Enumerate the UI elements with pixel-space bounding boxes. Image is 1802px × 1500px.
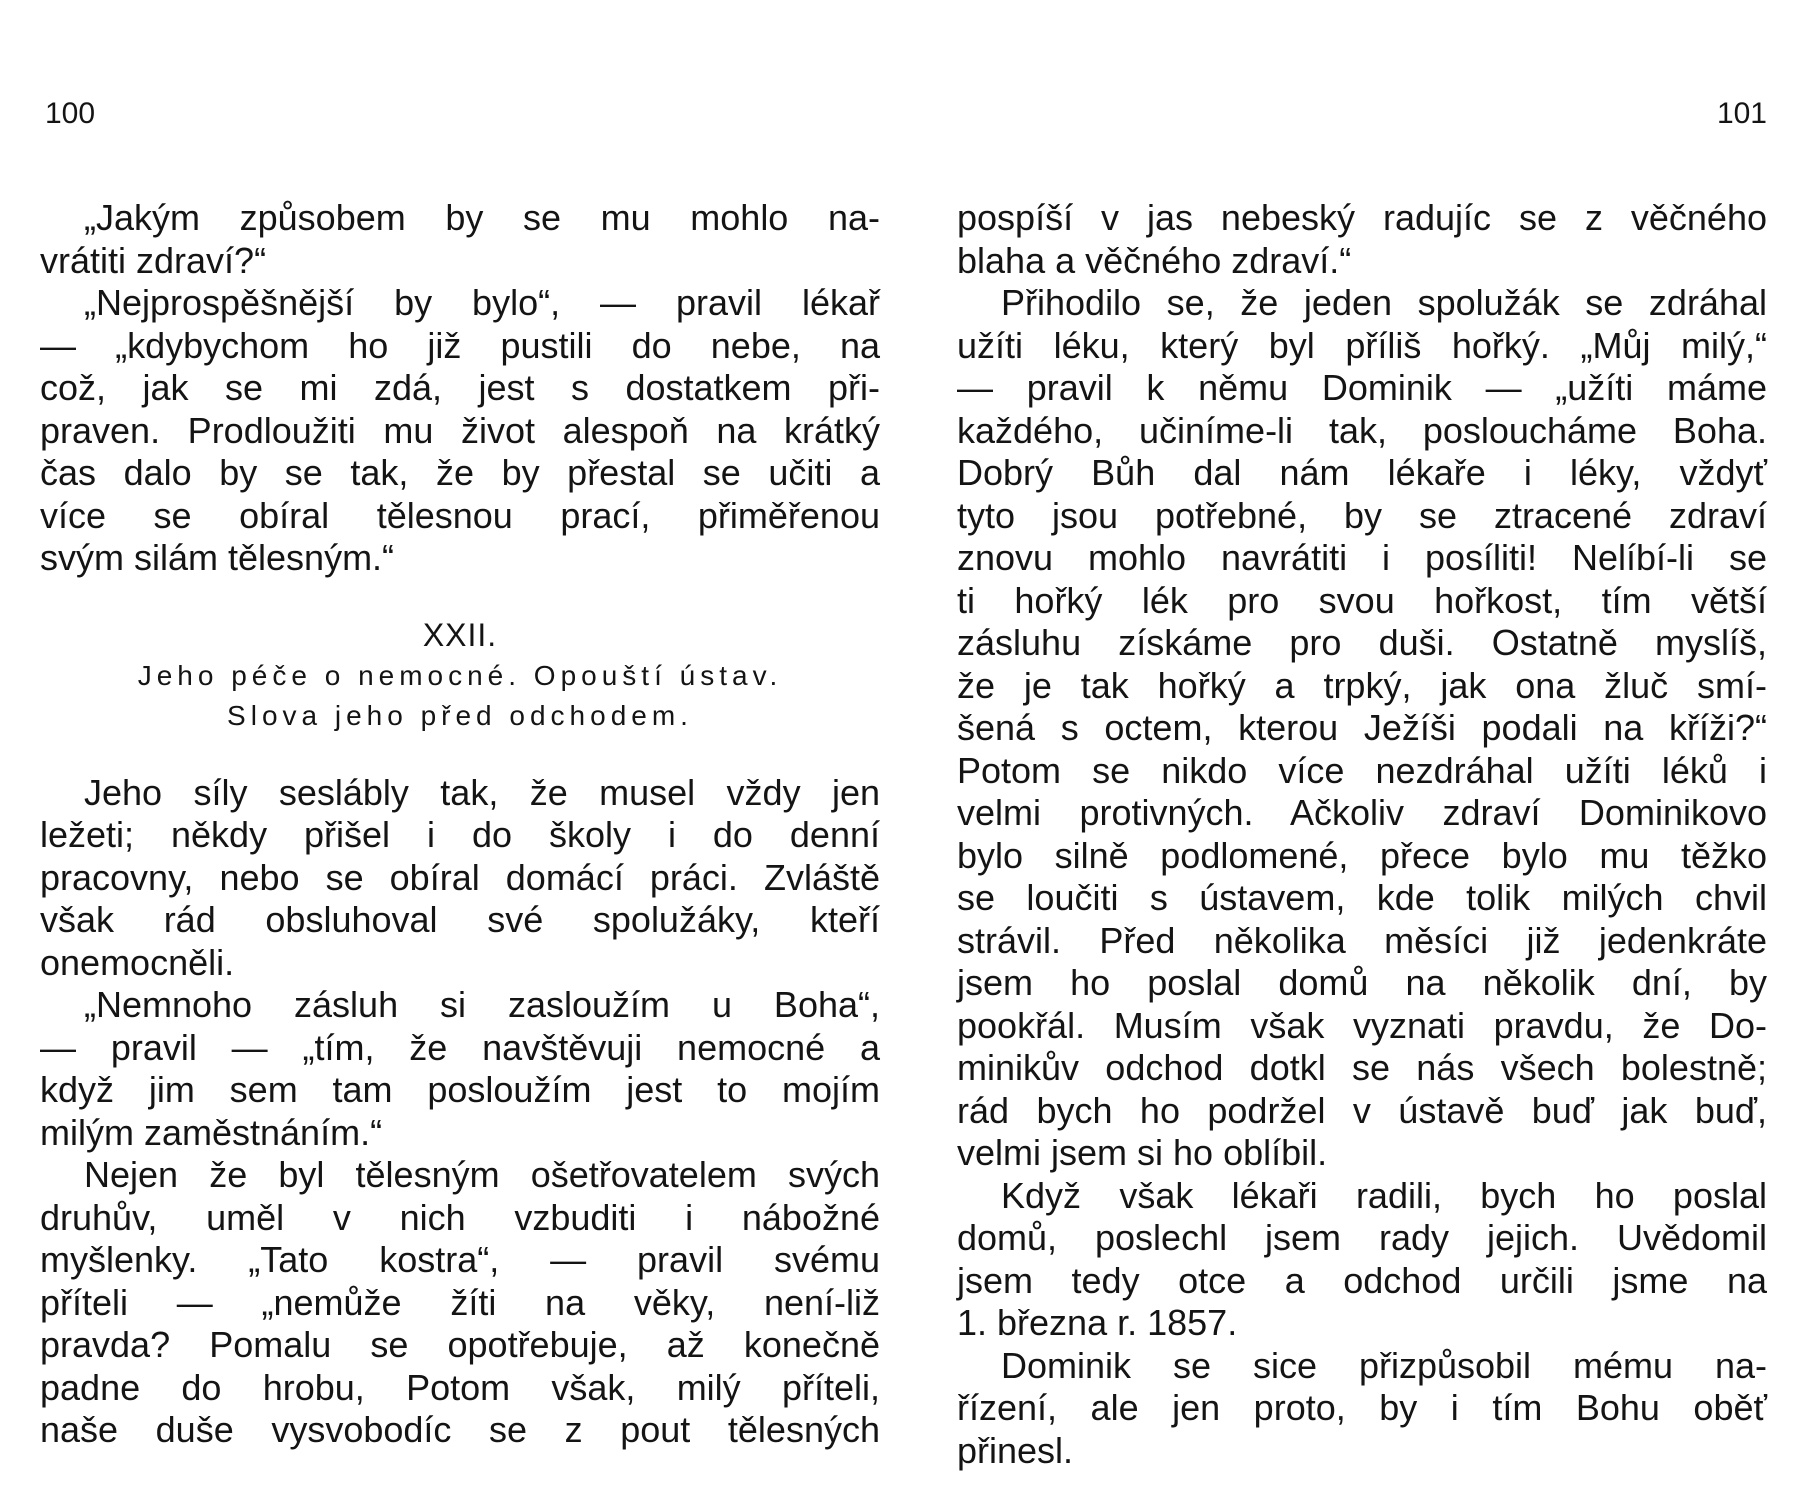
text-line: když jim sem tam posloužím jest to mojím bbox=[40, 1069, 880, 1110]
paragraph bbox=[957, 1175, 1767, 1345]
text-line: praven. Prodloužiti mu život alespoň na krátký bbox=[40, 409, 880, 451]
text-line: velmi protivných. Ačkoliv zdraví Dominikovo bbox=[957, 792, 1767, 833]
text-line: Potom se nikdo více nezdráhal užíti léků i bbox=[957, 749, 1767, 791]
text-line: Nejen že byl tělesným ošetřovatelem svých bbox=[84, 1154, 880, 1195]
text-line: padne do hrobu, Potom však, milý příteli, bbox=[40, 1366, 880, 1408]
text-line: „Jakým způsobem by se mu mohlo na- bbox=[84, 197, 880, 238]
left-page bbox=[40, 0, 880, 1500]
text-line: svým silám tělesným.“ bbox=[40, 537, 395, 578]
text-line: Dobrý Bůh dal nám lékaře i léky, vždyť bbox=[957, 452, 1767, 493]
text-line: domů, poslechl jsem rady jejich. Uvědomil bbox=[957, 1217, 1767, 1258]
right-page-text bbox=[957, 197, 1767, 1472]
text-line: zásluhu získáme pro duši. Ostatně myslíš, bbox=[957, 622, 1767, 663]
text-line: „Nemnoho zásluh si zasloužím u Boha“, bbox=[84, 984, 880, 1025]
text-line: Přihodilo se, že jeden spolužák se zdráhal bbox=[1001, 282, 1767, 323]
text-line: příteli — „nemůže žíti na věky, není-liž bbox=[40, 1281, 880, 1323]
left-page-text bbox=[40, 197, 880, 1452]
text-line: milým zaměstnáním.“ bbox=[40, 1111, 383, 1153]
paragraph bbox=[957, 1345, 1767, 1473]
text-line: — pravil k němu Dominik — „užíti máme bbox=[957, 367, 1767, 408]
chapter-number: XXII. bbox=[422, 616, 498, 653]
text-line: velmi jsem si ho oblíbil. bbox=[957, 1132, 1328, 1173]
page-number: 101 bbox=[1716, 97, 1767, 130]
text-line: ti hořký lék pro svou hořkost, tím větší bbox=[957, 579, 1767, 621]
text-line: pookřál. Musím však vyznati pravdu, že Do- bbox=[957, 1004, 1767, 1046]
paragraph bbox=[40, 282, 880, 580]
text-line: „Nejprospěšnější by bylo“, — pravil lékař bbox=[84, 282, 880, 323]
text-line: více se obíral tělesnou prací, přiměřenou bbox=[40, 494, 880, 536]
text-line: naše duše vysvobodíc se z pout tělesných bbox=[40, 1409, 880, 1450]
text-line: jsem tedy otce a odchod určili jsme na bbox=[957, 1259, 1767, 1301]
text-line: přinesl. bbox=[957, 1429, 1074, 1471]
text-line: pravda? Pomalu se opotřebuje, až konečně bbox=[40, 1324, 880, 1365]
text-line: což, jak se mi zdá, jest s dostatkem při- bbox=[40, 367, 880, 408]
paragraph bbox=[40, 197, 880, 282]
text-line: — „kdybychom ho již pustili do nebe, na bbox=[40, 324, 880, 366]
text-line: blaha a věčného zdraví.“ bbox=[957, 239, 1352, 281]
text-line: pracovny, nebo se obíral domácí práci. Zvláště bbox=[40, 856, 880, 898]
text-line: vrátiti zdraví?“ bbox=[40, 239, 267, 281]
text-line: Jeho síly seslábly tak, že musel vždy jen bbox=[84, 771, 880, 813]
text-line: druhův, uměl v nich vzbuditi i nábožné bbox=[40, 1196, 880, 1238]
chapter-title-line: Slova jeho před odchodem. bbox=[227, 699, 693, 731]
text-line: 1. března r. 1857. bbox=[957, 1302, 1238, 1343]
text-line: šená s octem, kterou Ježíši podali na kříži?“ bbox=[957, 707, 1767, 748]
page-number: 100 bbox=[45, 97, 96, 130]
paragraph bbox=[40, 984, 880, 1154]
text-line: však rád obsluhoval své spolužáky, kteří bbox=[40, 899, 880, 940]
text-line: tyto jsou potřebné, by se ztracené zdraví bbox=[957, 494, 1767, 536]
right-page bbox=[957, 0, 1767, 1500]
text-line: každého, učiníme-li tak, posloucháme Boha. bbox=[957, 409, 1767, 451]
text-line: rád bych ho podržel v ústavě buď jak buď, bbox=[957, 1089, 1767, 1131]
chapter-title-line: Jeho péče o nemocné. Opouští ústav. bbox=[137, 659, 783, 691]
paragraph bbox=[40, 1154, 880, 1452]
text-line: že je tak hořký a trpký, jak ona žluč smí- bbox=[957, 664, 1767, 706]
text-line: ležeti; někdy přišel i do školy i do denní bbox=[40, 814, 880, 855]
text-line: jsem ho poslal domů na několik dní, by bbox=[957, 962, 1767, 1003]
text-line: Dominik se sice přizpůsobil mému na- bbox=[1001, 1344, 1767, 1386]
paragraph bbox=[957, 197, 1767, 282]
paragraph bbox=[40, 772, 880, 985]
text-line: onemocněli. bbox=[40, 941, 235, 983]
text-line: bylo silně podlomené, přece bylo mu těžko bbox=[957, 834, 1767, 876]
paragraph bbox=[957, 282, 1767, 1175]
text-line: řízení, ale jen proto, by i tím Bohu oběť bbox=[957, 1387, 1767, 1428]
text-line: myšlenky. „Tato kostra“, — pravil svému bbox=[40, 1239, 880, 1280]
text-line: Když však lékaři radili, bych ho poslal bbox=[1001, 1174, 1767, 1216]
text-line: minikův odchod dotkl se nás všech bolestně; bbox=[957, 1047, 1767, 1088]
text-line: čas dalo by se tak, že by přestal se učiti a bbox=[40, 452, 880, 493]
text-line: se loučiti s ústavem, kde tolik milých chvil bbox=[957, 877, 1767, 918]
text-line: — pravil — „tím, že navštěvuji nemocné a bbox=[40, 1026, 880, 1068]
text-line: užíti léku, který byl příliš hořký. „Můj milý,“ bbox=[957, 324, 1767, 366]
text-line: znovu mohlo navrátiti i posíliti! Nelíbí-li se bbox=[957, 537, 1767, 578]
text-line: strávil. Před několika měsíci již jedenkráte bbox=[957, 919, 1767, 961]
text-line: pospíší v jas nebeský radujíc se z věčného bbox=[957, 197, 1767, 238]
